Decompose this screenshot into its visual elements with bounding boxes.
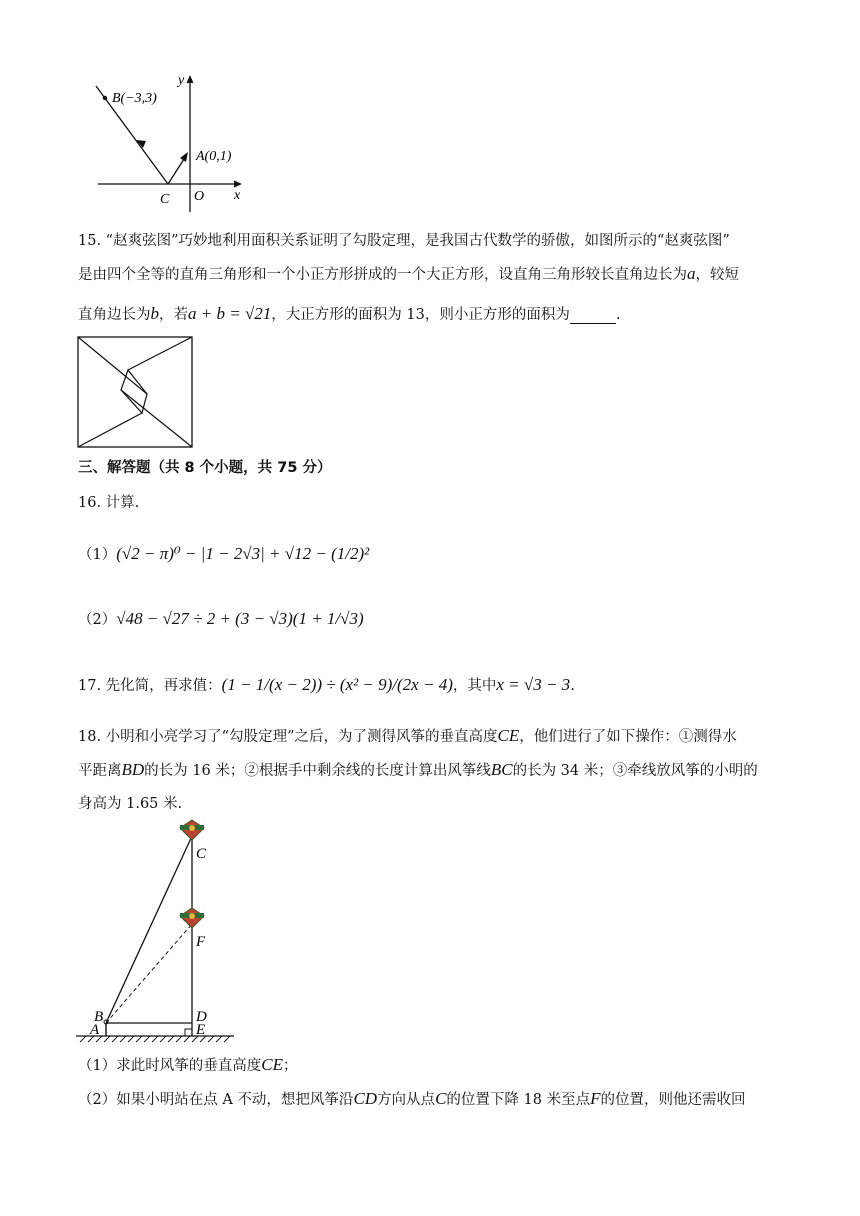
q15-line3-end: . <box>615 307 621 323</box>
q18-var-cd: CD <box>353 1089 378 1108</box>
q15-var-a: a <box>687 264 696 283</box>
q15-line3-post: ，大正方形的面积为 13，则小正方形的面积为 <box>271 307 570 323</box>
q16-title: 16. 计算. <box>78 495 140 511</box>
q18-part2-mid1: 方向从点 <box>377 1092 436 1108</box>
point-b-label: B(−3,3) <box>112 91 157 106</box>
q18-part1-label: （1） <box>78 1058 117 1074</box>
kite-f-icon <box>180 908 204 928</box>
q16-part1 <box>78 545 369 564</box>
y-axis-label: y <box>178 73 185 88</box>
q15-line2-post: ，较短 <box>695 267 739 283</box>
q18-line1 <box>78 727 737 746</box>
q18-var-c: C <box>435 1089 447 1108</box>
point-a-label: A <box>90 1022 100 1038</box>
x-axis-label: x <box>234 188 241 203</box>
q15-line3 <box>78 305 620 324</box>
q17-pre: 17. 先化简，再求值： <box>78 678 222 694</box>
q18-line3: 身高为 1.65 米. <box>78 796 183 812</box>
q18-part1 <box>78 1056 297 1075</box>
q17-condition: x = √3 − 3 <box>496 675 571 694</box>
q15-line1: 15. “赵爽弦图”巧妙地利用面积关系证明了勾股定理，是我国古代数学的骄傲，如图所示的“赵爽弦图” <box>78 233 730 249</box>
point-d-label: D <box>196 1009 207 1025</box>
q18-var-bc: BC <box>490 760 513 779</box>
coordinate-figure <box>90 72 260 212</box>
point-c-label: C <box>196 846 207 862</box>
q18-part2 <box>78 1090 745 1109</box>
q15-line3-mid: ，若 <box>159 307 188 323</box>
point-a-label: A(0,1) <box>196 149 232 164</box>
kite-c-icon <box>180 820 204 840</box>
q15-equation: a + b = √21 <box>188 304 272 323</box>
q17-expression: (1 − 1/(x − 2)) ÷ (x² − 9)/(2x − 4) <box>221 675 453 694</box>
answer-blank <box>570 309 616 324</box>
q15-var-b: b <box>150 304 159 323</box>
q16-part1-expression: (√2 − π)⁰ − |1 − 2√3| + √12 − (1/2)² <box>116 544 370 563</box>
q15-line2 <box>78 265 739 284</box>
q18-line2-pre: 平距离 <box>78 763 122 779</box>
q18-line2 <box>78 761 758 780</box>
q18-line1-pre: 18. 小明和小亮学习了“勾股定理”之后，为了测得风筝的垂直高度 <box>78 729 498 745</box>
q18-part2-label: （2） <box>78 1092 117 1108</box>
q18-part2-pre: 如果小明站在点 A 不动，想把风筝沿 <box>116 1092 354 1108</box>
point-e-label: E <box>196 1022 206 1038</box>
q17-mid: ，其中 <box>452 678 497 694</box>
zhao-shuang-diagram <box>77 336 193 448</box>
q18-part1-var: CE <box>261 1055 283 1074</box>
q15-line3-pre: 直角边长为 <box>78 307 151 323</box>
point-c-label: C <box>160 192 170 207</box>
q18-part1-pre: 求此时风筝的垂直高度 <box>116 1058 262 1074</box>
q16-part1-label: （1） <box>78 547 117 563</box>
point-b-label: B <box>94 1009 104 1025</box>
q17-end: . <box>570 678 575 694</box>
q18-var-f: F <box>590 1089 601 1108</box>
q18-part2-mid2: 的位置下降 18 米至点 <box>446 1092 591 1108</box>
q18-var-ce: CE <box>497 726 520 745</box>
q16-part2 <box>78 610 364 629</box>
section-heading: 三、解答题（共 8 个小题，共 75 分） <box>78 460 332 476</box>
q18-line2-mid1: 的长为 16 米；②根据手中剩余线的长度计算出风筝线 <box>144 763 491 779</box>
q18-var-bd: BD <box>121 760 145 779</box>
q15-line2-pre: 是由四个全等的直角三角形和一个小正方形拼成的一个大正方形，设直角三角形较长直角边长为 <box>78 267 687 283</box>
q18-part1-post: ； <box>282 1058 298 1074</box>
q18-line2-mid2: 的长为 34 米；③牵线放风筝的小明的 <box>512 763 758 779</box>
origin-label: O <box>194 189 205 204</box>
q16-part2-expression: √48 − √27 ÷ 2 + (3 − √3)(1 + 1/√3) <box>116 609 364 628</box>
q18-part2-post: 的位置，则他还需收回 <box>600 1092 746 1108</box>
q18-line1-post: ，他们进行了如下操作：①测得水 <box>519 729 737 745</box>
q17-line <box>78 676 575 695</box>
kite-figure <box>76 818 236 1050</box>
point-f-label: F <box>196 934 206 950</box>
q16-part2-label: （2） <box>78 612 117 628</box>
